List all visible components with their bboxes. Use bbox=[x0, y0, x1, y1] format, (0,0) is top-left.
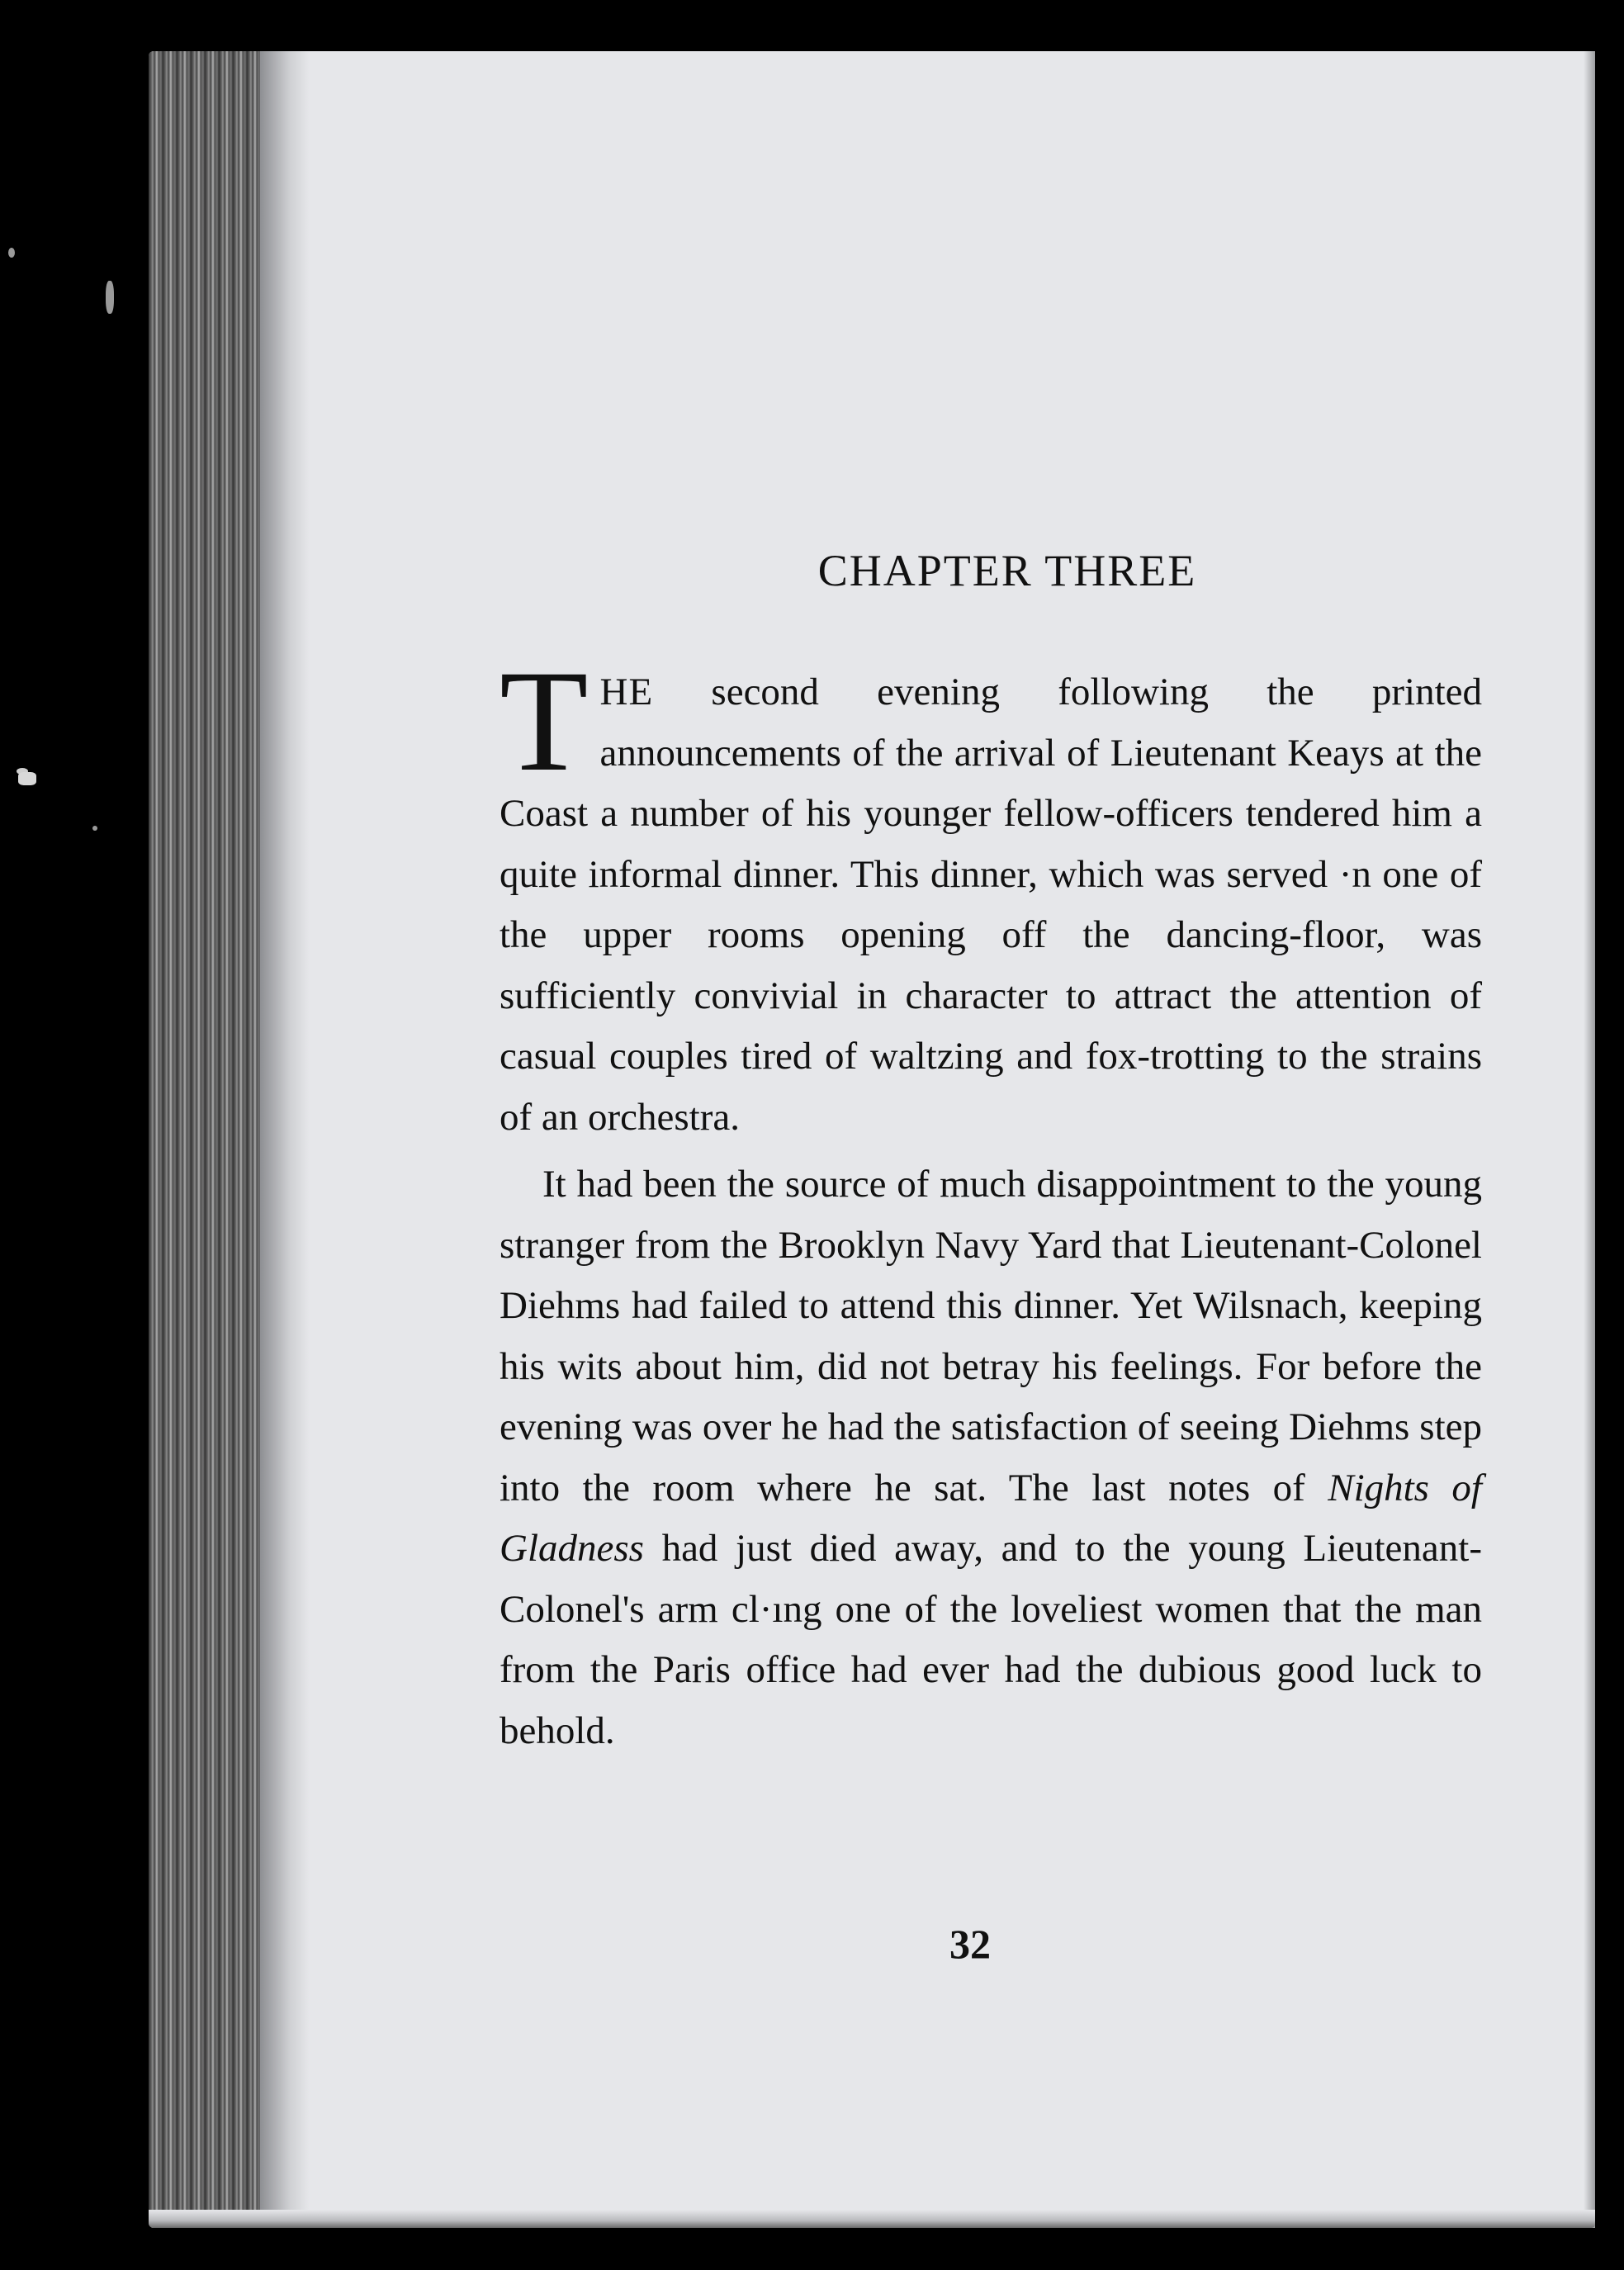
bottom-page-edge bbox=[149, 2210, 1595, 2228]
page-number: 32 bbox=[949, 1921, 991, 1967]
scan-speck bbox=[18, 772, 36, 785]
lead-caps: HE bbox=[599, 671, 654, 713]
right-page-edge bbox=[1584, 51, 1595, 2228]
paragraph-2-text-before: It had been the source of much disappointment to the young stranger from the Brooklyn Navy Yard that Lieutenant-Colonel Diehms had failed to attend this dinner. Yet Wilsnach, keeping his wits about him, did not betray his feelings. For before the evening was over he had the satisfaction of seeing Diehms step into the room where he sat. The last notes of bbox=[500, 1163, 1482, 1509]
paragraph-1-text: second evening following the printed announcements of the arrival of Lieutenant Keays at the Coast a number of his younger fellow-officers tendered him a quite informal dinner. This dinner, which was served ·n one of the upper rooms opening off the dancing-floor, was sufficiently convivial in character to attract the attention of casual couples tired of waltzing and fox-trotting to the strains of an orchestra. bbox=[500, 671, 1482, 1139]
song-title: Nights of Gladness bbox=[500, 1466, 1482, 1570]
scan-speck bbox=[8, 248, 15, 258]
spine-shadow bbox=[260, 51, 310, 2228]
scan-speck bbox=[92, 826, 97, 831]
chapter-title: CHAPTER THREE bbox=[817, 546, 1197, 595]
paragraph-1 bbox=[500, 641, 1482, 1148]
page-text-block bbox=[500, 545, 1482, 1761]
page-edge-stripes bbox=[149, 51, 260, 2228]
paragraph-2-text-after: had just died away, and to the young Lieutenant-Colonel's arm cl·ıng one of the loveliest women that the man from the Paris office had ever had the dubious good luck to behold. bbox=[500, 1527, 1482, 1752]
scan-speck bbox=[106, 281, 114, 314]
drop-cap: T bbox=[500, 641, 589, 802]
paragraph-2 bbox=[500, 1154, 1482, 1761]
